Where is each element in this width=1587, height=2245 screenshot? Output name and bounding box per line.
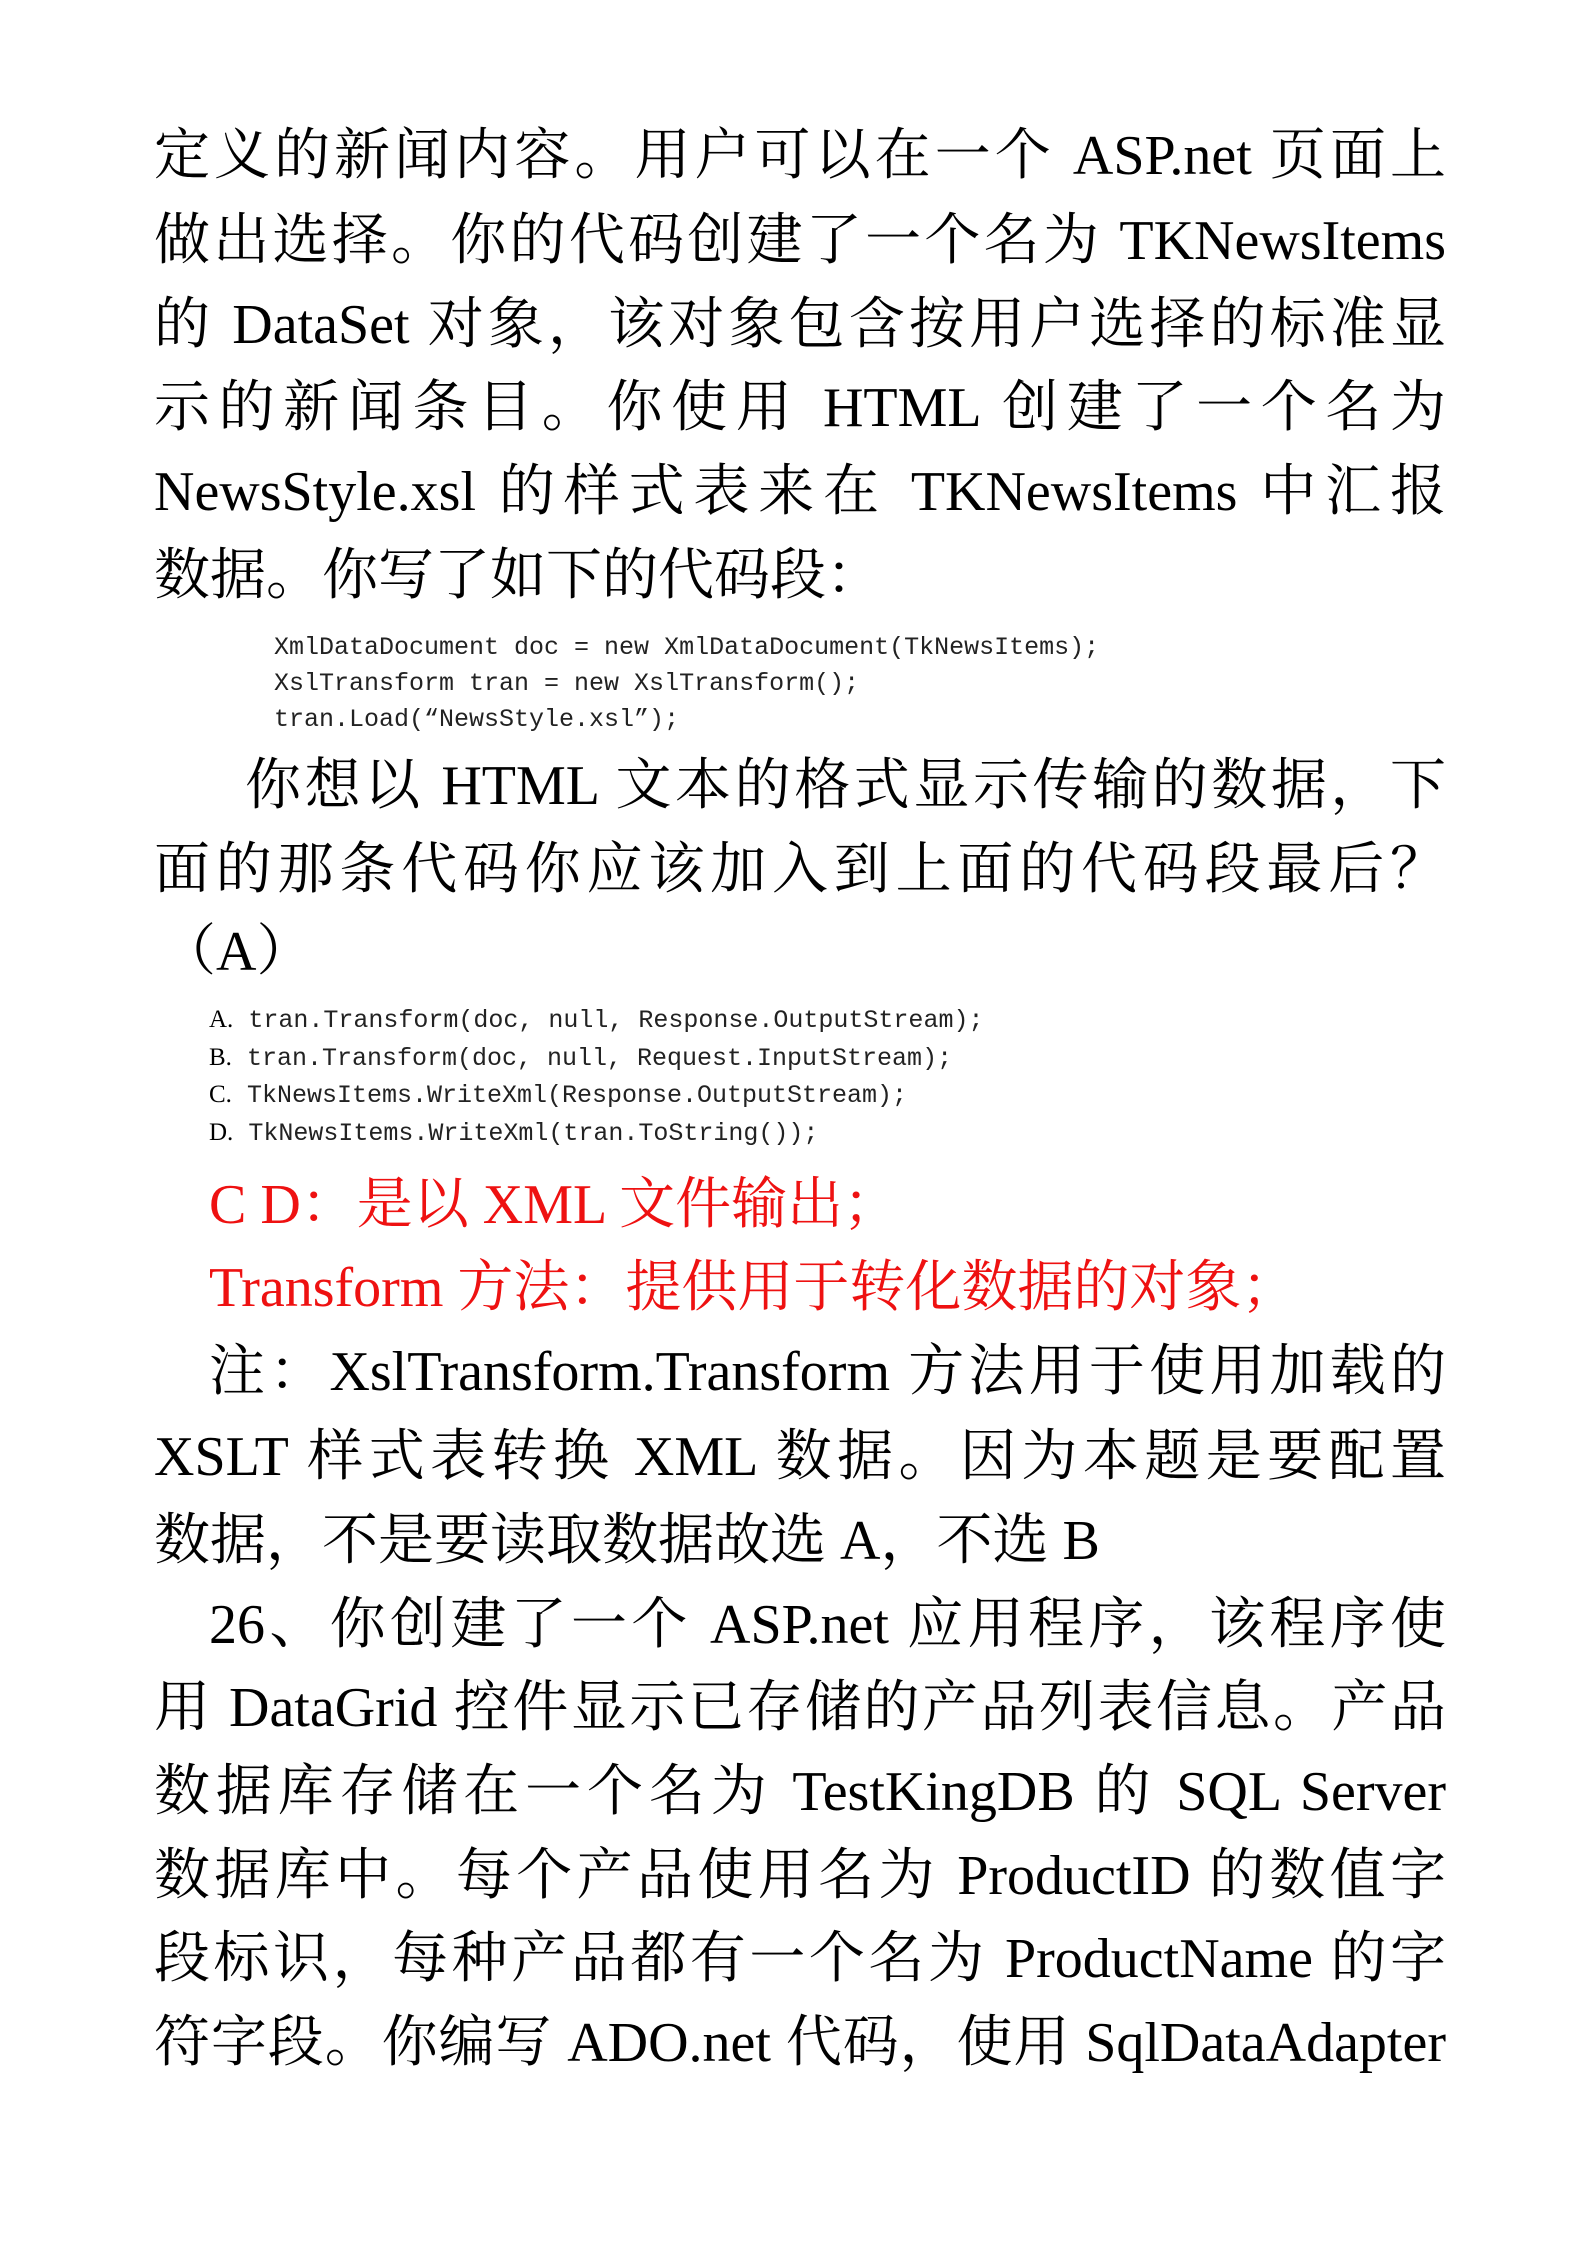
option-b [209, 1039, 983, 1077]
question26-line: 段标识，每种产品都有一个名为 ProductName 的字 [154, 1928, 1446, 1990]
paragraph-line: 的 DataSet 对象，该对象包含按用户选择的标准显 [154, 294, 1446, 356]
option-c [209, 1076, 983, 1114]
option-code: TkNewsItems.WriteXml(Response.OutputStream); [246, 1081, 908, 1110]
red-note: C D：是以 XML 文件输出； [209, 1174, 900, 1236]
question26-line: 26、你创建了一个 ASP.net 应用程序，该程序使 [209, 1594, 1446, 1656]
note-line: 注：XslTransform.Transform 方法用于使用加载的 [209, 1341, 1446, 1403]
option-code: tran.Transform(doc, null, Response.OutputStream); [248, 1006, 984, 1035]
note-line: 数据，不是要读取数据故选 A，不选 B [154, 1510, 1100, 1572]
code-line: tran.Load(“NewsStyle.xsl”); [274, 705, 680, 734]
paragraph-line: 定义的新闻内容。用户可以在一个 ASP.net 页面上 [154, 125, 1446, 187]
option-d [209, 1114, 983, 1152]
red-note: Transform 方法：提供用于转化数据的对象； [209, 1257, 1298, 1319]
paragraph-line: 做出选择。你的代码创建了一个名为 TKNewsItems [154, 210, 1446, 272]
option-code: TkNewsItems.WriteXml(tran.ToString()); [248, 1118, 819, 1148]
option-letter: A. [209, 1006, 234, 1033]
question-line: 面的那条代码你应该加入到上面的代码段最后？ [154, 839, 1446, 901]
paragraph-line: NewsStyle.xsl 的样式表来在 TKNewsItems 中汇报 [154, 461, 1446, 523]
paragraph-line: 示的新闻条目。你使用 HTML 创建了一个名为 [154, 377, 1446, 439]
answer-label: （A） [160, 921, 313, 983]
code-block [274, 630, 1099, 738]
paragraph-line: 数据。你写了如下的代码段： [154, 545, 882, 607]
note-line: XSLT 样式表转换 XML 数据。因为本题是要配置 [154, 1426, 1446, 1488]
option-code: tran.Transform(doc, null, Request.InputStream); [246, 1043, 953, 1073]
code-line: XslTransform tran = new XslTransform(); [274, 669, 860, 698]
question26-line: 数据库中。每个产品使用名为 ProductID 的数值字 [154, 1845, 1446, 1907]
option-letter: B. [209, 1043, 232, 1071]
question26-line: 数据库存储在一个名为 TestKingDB 的 SQL Server [154, 1761, 1446, 1823]
option-a [209, 1001, 983, 1039]
question26-line: 符字段。你编写 ADO.net 代码，使用 SqlDataAdapter [154, 2012, 1446, 2074]
question-line: 你想以 HTML 文本的格式显示传输的数据，下 [245, 755, 1446, 817]
code-line: XmlDataDocument doc = new XmlDataDocument(TkNewsItems); [274, 633, 1100, 662]
option-letter: D. [209, 1118, 234, 1146]
options-list [209, 1001, 983, 1151]
option-letter: C. [209, 1081, 232, 1108]
question26-line: 用 DataGrid 控件显示已存储的产品列表信息。产品 [154, 1677, 1446, 1739]
